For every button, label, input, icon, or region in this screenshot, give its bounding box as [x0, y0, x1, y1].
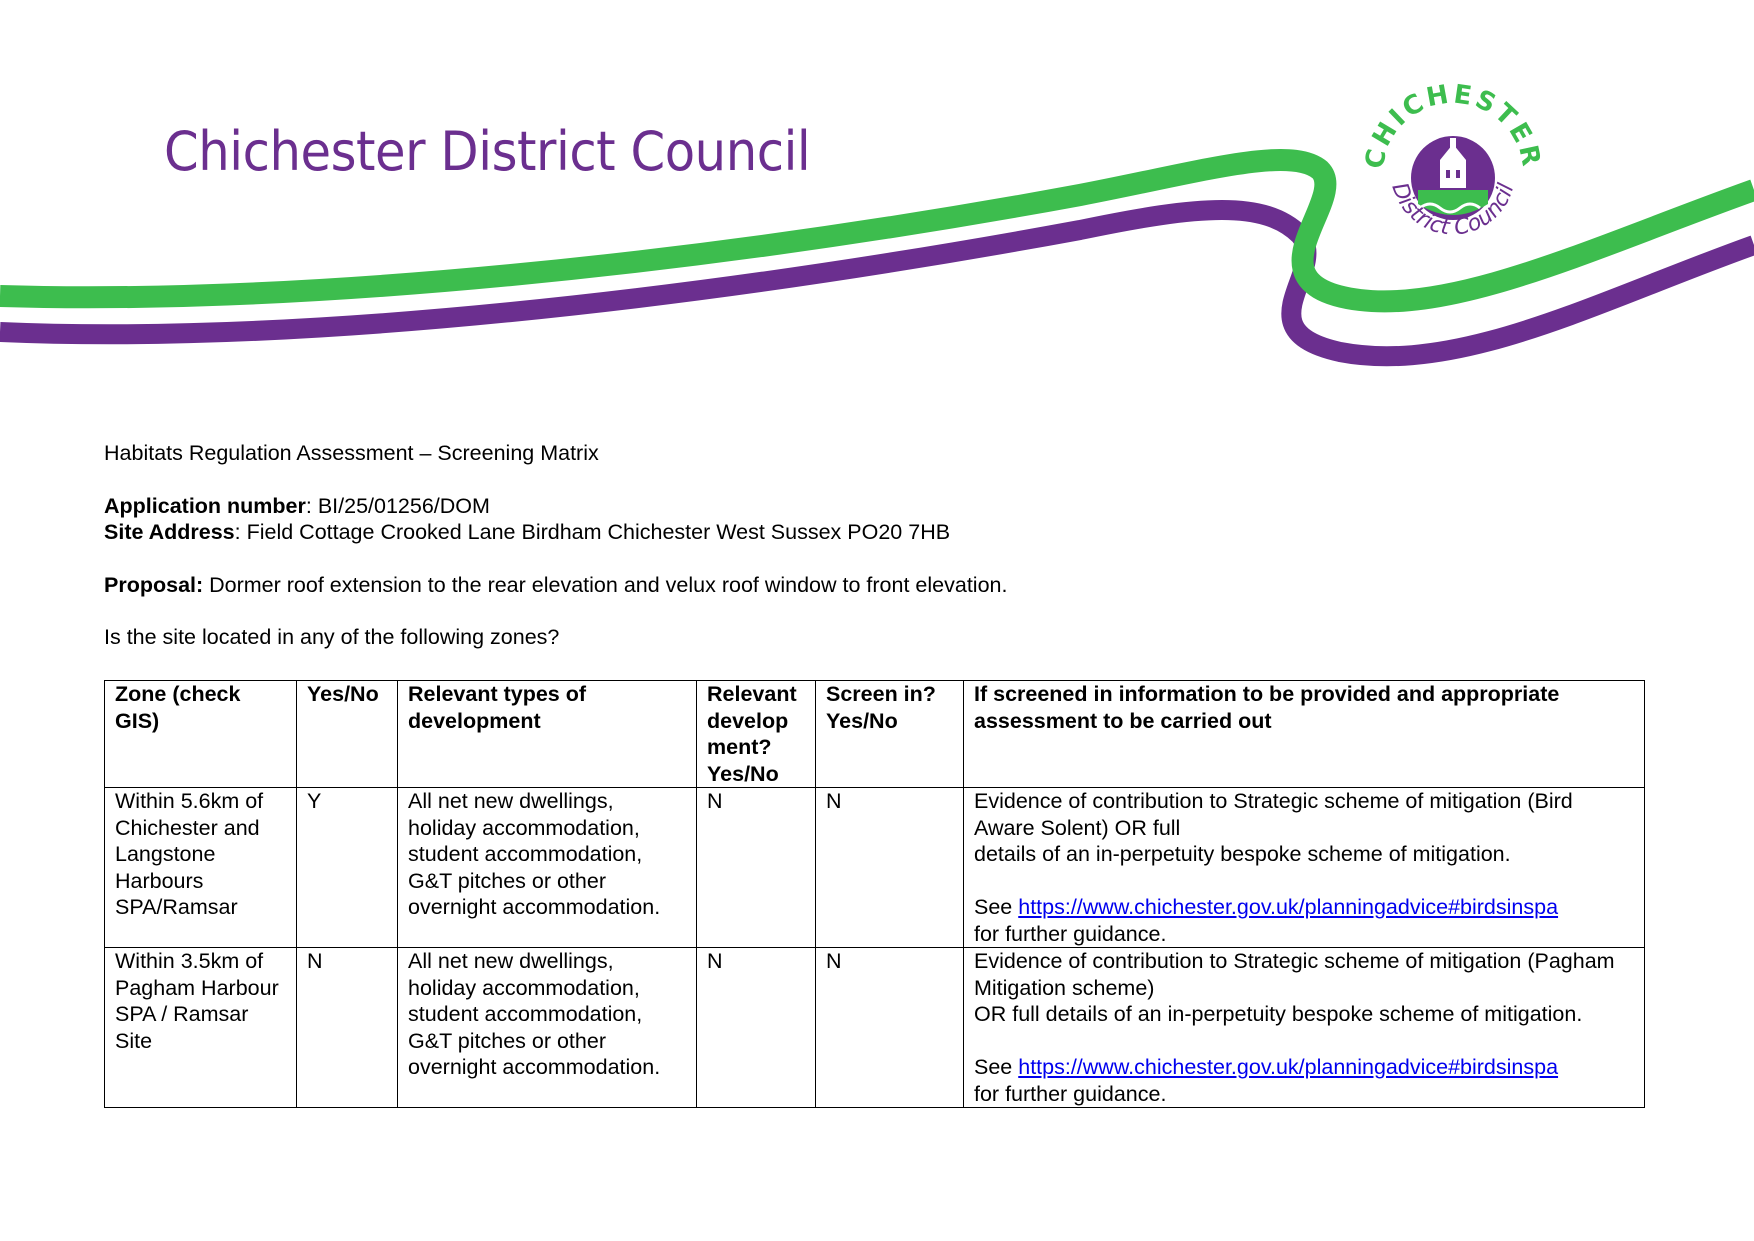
screen-in-cell: N	[816, 948, 964, 1108]
zones-question: Is the site located in any of the following zones?	[104, 625, 560, 649]
yes-no-cell: Y	[297, 788, 398, 948]
see-label: See	[974, 1055, 1019, 1079]
site-address-label: Site Address	[104, 520, 235, 544]
screen-in-cell: N	[816, 788, 964, 948]
header-yes-no: Yes/No	[297, 681, 398, 788]
relevant-cell: N	[697, 948, 816, 1108]
development-types-cell: All net new dwellings, holiday accommodation, student accommodation, G&T pitches or other overnight accommodation.	[398, 788, 697, 948]
info-text-line1: Evidence of contribution to Strategic scheme of mitigation (Bird Aware Solent) OR full	[974, 789, 1573, 840]
table-row	[105, 788, 1645, 948]
site-address-line	[104, 519, 1644, 546]
application-line	[104, 493, 1644, 520]
yes-no-cell: N	[297, 948, 398, 1108]
guidance-text: for further guidance.	[974, 921, 1167, 946]
zone-cell: Within 3.5km of Pagham Harbour SPA / Ramsar Site	[105, 948, 297, 1108]
proposal-text: Dormer roof extension to the rear elevation and velux roof window to front elevation.	[203, 572, 1008, 597]
development-types-cell: All net new dwellings, holiday accommodation, student accommodation, G&T pitches or other overnight accommodation.	[398, 948, 697, 1108]
planning-advice-link[interactable]: https://www.chichester.gov.uk/planningadvice#birdsinspa	[1018, 895, 1559, 919]
site-address: : Field Cottage Crooked Lane Birdham Chichester West Sussex PO20 7HB	[234, 520, 951, 544]
header-development-types: Relevant types of development	[398, 681, 697, 788]
info-text-line2: details of an in-perpetuity bespoke scheme of mitigation.	[974, 842, 1511, 866]
document-title: Habitats Regulation Assessment – Screening Matrix	[104, 441, 599, 465]
planning-advice-link[interactable]: https://www.chichester.gov.uk/planningadvice#birdsinspa	[1018, 1055, 1559, 1079]
screening-matrix-table	[104, 680, 1645, 1108]
header-relevant-development: Relevant develop ment? Yes/No	[697, 681, 816, 788]
application-number: : BI/25/01256/DOM	[305, 493, 490, 518]
info-text-line2: OR full details of an in-perpetuity bespoke scheme of mitigation.	[974, 1002, 1583, 1026]
header-screen-in: Screen in? Yes/No	[816, 681, 964, 788]
document-body	[104, 440, 1644, 651]
information-cell	[964, 948, 1645, 1108]
proposal-label: Proposal:	[104, 572, 204, 597]
table-row	[105, 948, 1645, 1108]
header-zone: Zone (check GIS)	[105, 681, 297, 788]
see-label: See	[974, 895, 1019, 919]
info-text-line1: Evidence of contribution to Strategic scheme of mitigation (Pagham Mitigation scheme)	[974, 949, 1615, 1000]
letterhead-banner	[0, 0, 1754, 380]
council-logo-icon	[1358, 78, 1548, 268]
zone-cell: Within 5.6km of Chichester and Langstone Harbours SPA/Ramsar	[105, 788, 297, 948]
application-label: Application number	[104, 493, 306, 518]
information-cell	[964, 788, 1645, 948]
relevant-cell: N	[697, 788, 816, 948]
proposal-line	[104, 572, 1644, 599]
guidance-see-line	[974, 894, 1634, 921]
guidance-see-line	[974, 1054, 1634, 1081]
table-header-row	[105, 681, 1645, 788]
council-name: Chichester District Council	[164, 120, 811, 183]
logo-text-bottom: District Council	[1386, 179, 1520, 241]
header-information-required: If screened in information to be provided and appropriate assessment to be carried out	[964, 681, 1645, 788]
guidance-text: for further guidance.	[974, 1081, 1167, 1106]
logo-text-top: CHICHESTER	[1359, 79, 1547, 172]
